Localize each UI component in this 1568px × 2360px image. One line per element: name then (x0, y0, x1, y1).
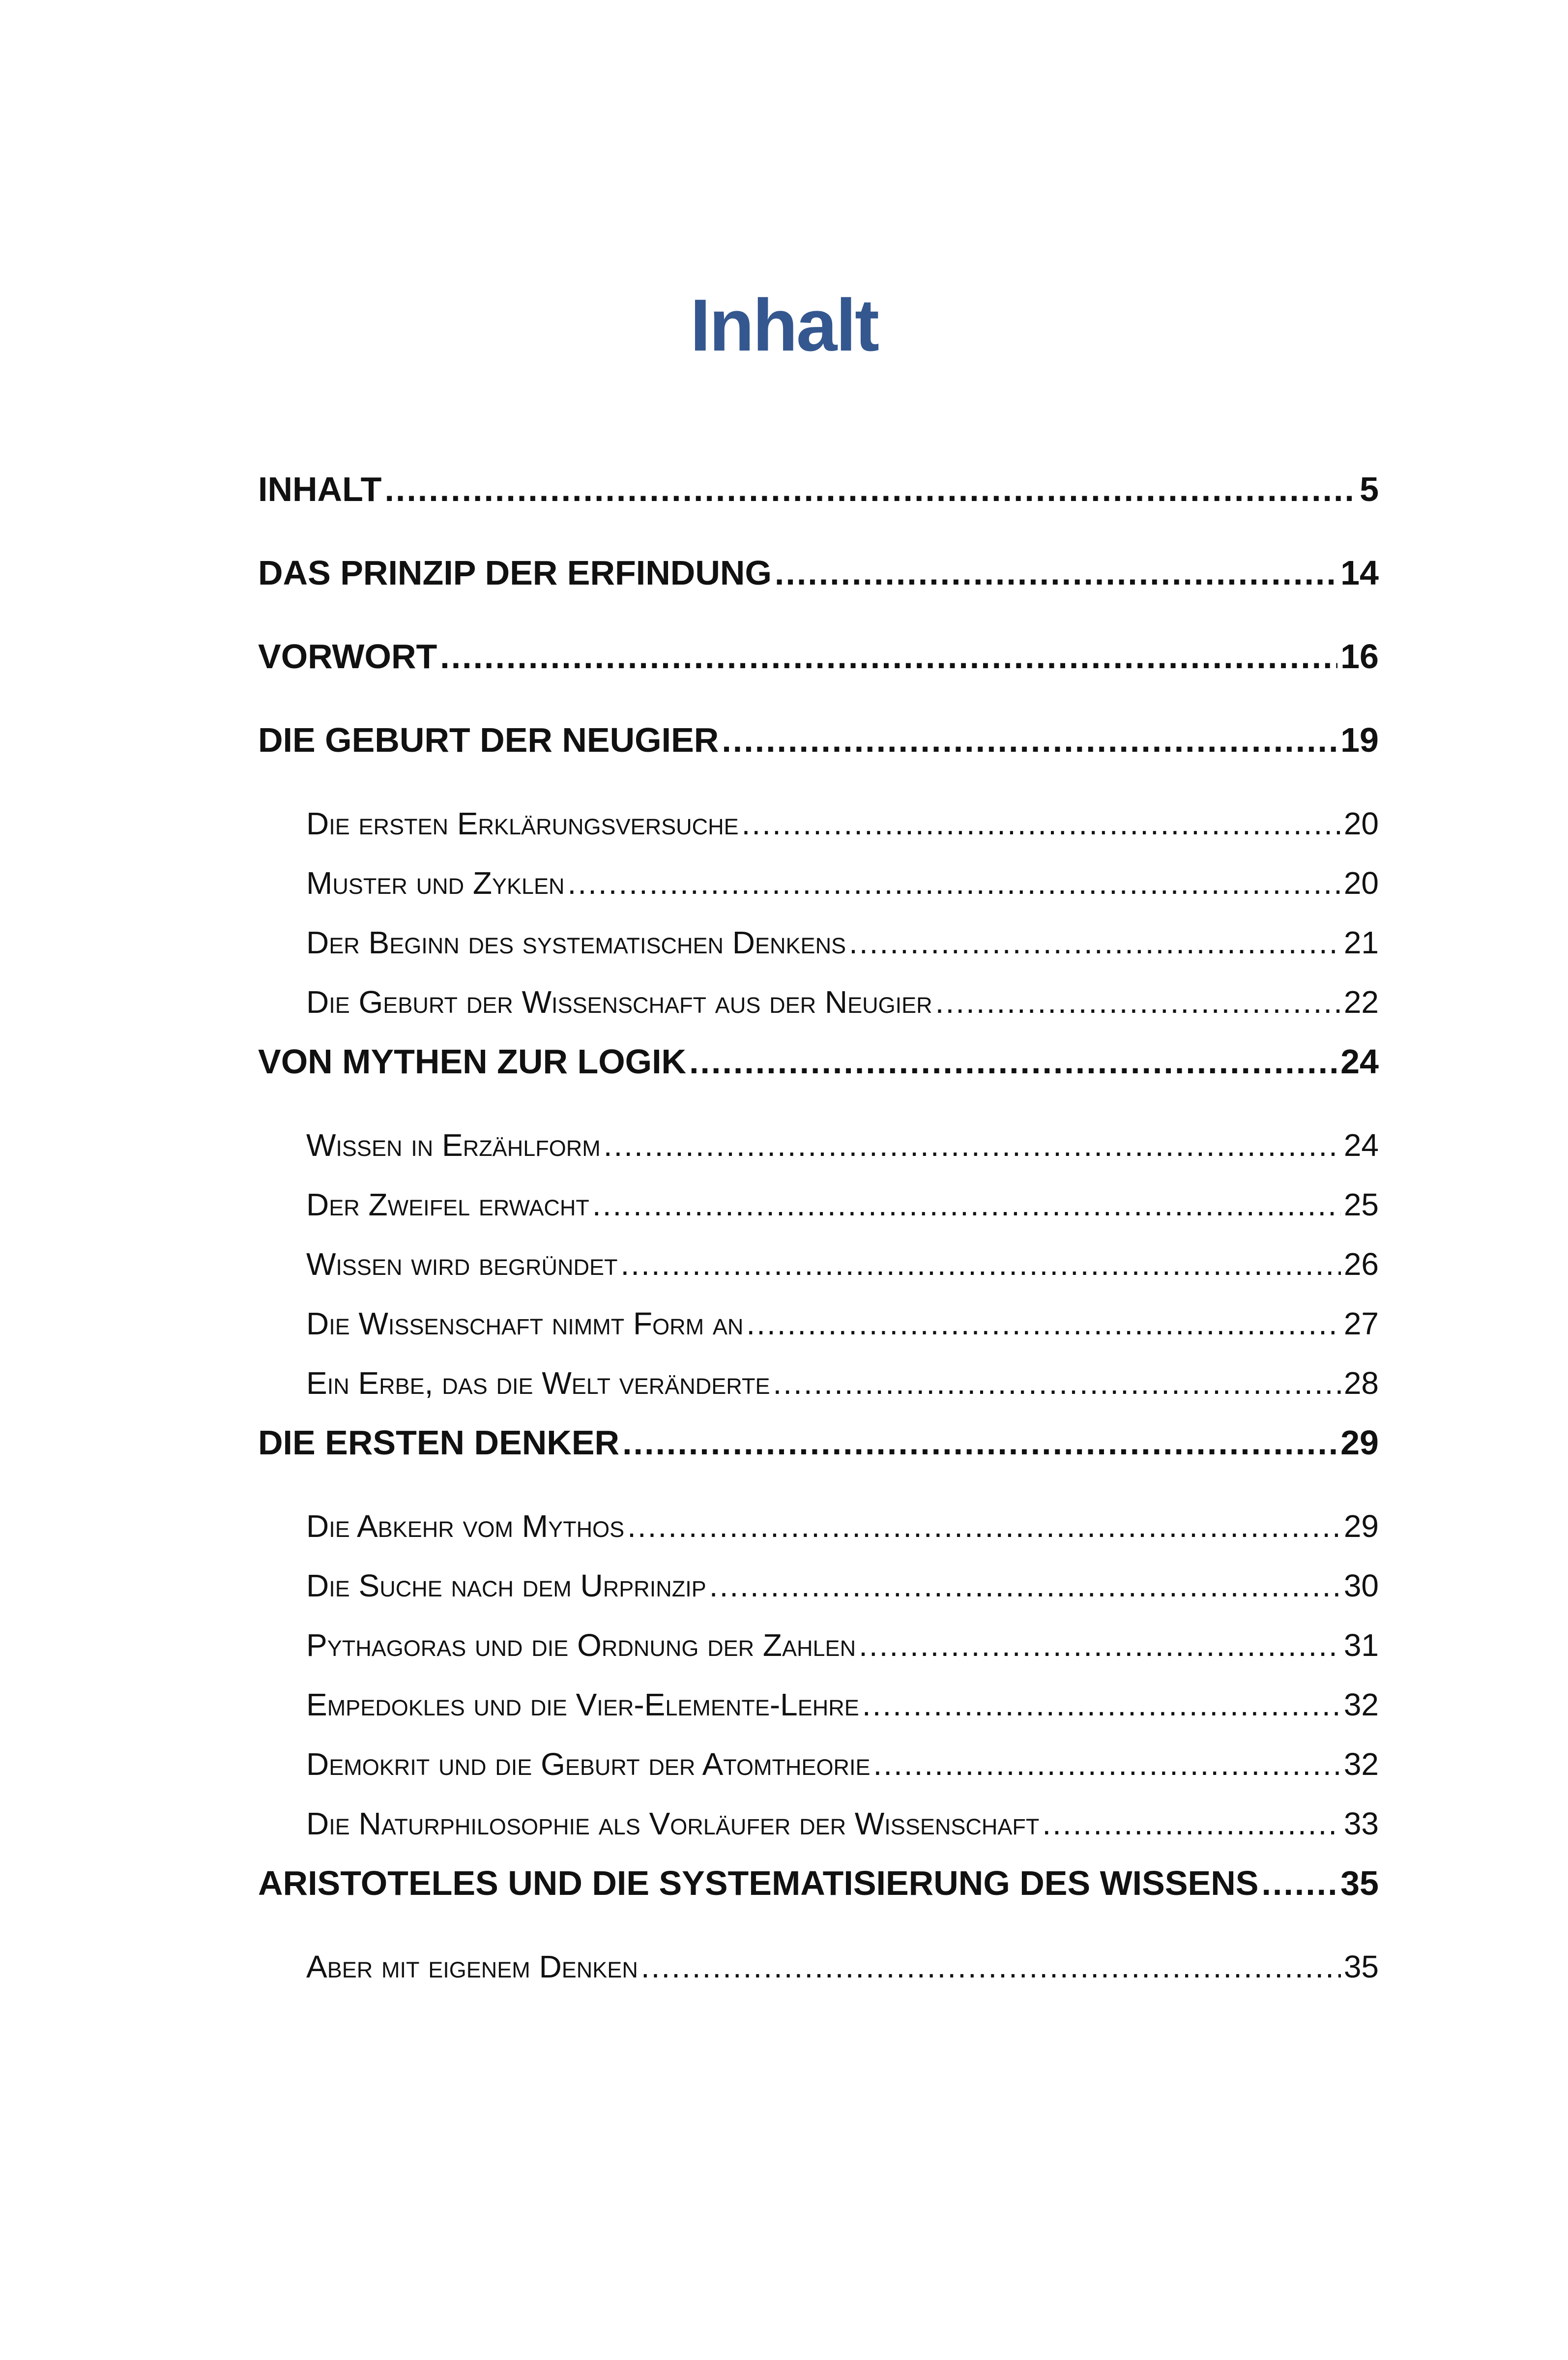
toc-dot-leader (1261, 1858, 1337, 1908)
toc-entry-title: Die Geburt der Wissenschaft aus der Neugier (306, 984, 932, 1020)
toc-page-number: 21 (1343, 925, 1379, 960)
toc-page-number: 35 (1340, 1864, 1379, 1902)
toc-section-entry[interactable] (258, 1942, 1379, 2002)
toc-entry-title: DAS PRINZIP DER ERFINDUNG (258, 554, 772, 592)
toc-entry-title: Muster und Zyklen (306, 865, 565, 901)
toc-dot-leader (1042, 1799, 1340, 1848)
toc-section-entry[interactable] (258, 977, 1379, 1037)
toc-entry-title: Empedokles und die Vier-Elemente-Lehre (306, 1687, 859, 1722)
toc-page-number: 14 (1340, 554, 1379, 592)
toc-dot-leader (627, 1502, 1341, 1551)
toc-dot-leader (641, 1942, 1341, 1991)
toc-dot-leader (849, 918, 1341, 967)
toc-entry-title: Pythagoras und die Ordnung der Zahlen (306, 1627, 856, 1663)
toc-dot-leader (773, 1358, 1340, 1408)
toc-entry-title: Der Zweifel erwacht (306, 1187, 589, 1222)
toc-entry-title: Der Beginn des systematischen Denkens (306, 925, 846, 960)
toc-dot-leader (592, 1180, 1341, 1229)
toc-dot-leader (722, 715, 1337, 765)
toc-chapter-entry[interactable] (258, 1418, 1379, 1502)
toc-page-number: 24 (1343, 1127, 1379, 1163)
toc-dot-leader (742, 799, 1341, 848)
toc-page-number: 16 (1340, 637, 1379, 676)
toc-dot-leader (746, 1299, 1340, 1348)
toc-page-number: 22 (1343, 984, 1379, 1020)
toc-entry-title: Wissen wird begründet (306, 1246, 618, 1282)
toc-chapter-entry[interactable] (258, 465, 1379, 548)
toc-section-entry[interactable] (258, 1680, 1379, 1740)
toc-page-number: 35 (1343, 1949, 1379, 1984)
toc-page-number: 27 (1343, 1306, 1379, 1341)
toc-entry-title: INHALT (258, 470, 382, 508)
page-title: Inhalt (690, 283, 878, 366)
toc-dot-leader (873, 1740, 1340, 1789)
toc-section-entry[interactable] (258, 1799, 1379, 1858)
toc-section-entry[interactable] (258, 1561, 1379, 1621)
toc-page-number: 20 (1343, 806, 1379, 841)
toc-entry-title: Demokrit und die Geburt der Atomtheorie (306, 1746, 871, 1782)
toc-entry-title: Die Naturphilosophie als Vorläufer der Wissenschaft (306, 1806, 1040, 1841)
toc-dot-leader (935, 977, 1341, 1027)
toc-entry-title: Aber mit eigenem Denken (306, 1949, 638, 1984)
toc-section-entry[interactable] (258, 1299, 1379, 1358)
toc-entry-title: ARISTOTELES UND DIE SYSTEMATISIERUNG DES WISSENS (258, 1864, 1259, 1902)
toc-page-number: 31 (1343, 1627, 1379, 1663)
toc-entry-title: Ein Erbe, das die Welt veränderte (306, 1365, 770, 1401)
toc-chapter-entry[interactable] (258, 715, 1379, 799)
toc-section-entry[interactable] (258, 1121, 1379, 1180)
toc-entry-title: Wissen in Erzählform (306, 1127, 601, 1163)
toc-dot-leader (621, 1239, 1341, 1289)
toc-section-entry[interactable] (258, 858, 1379, 918)
toc-page-number: 30 (1343, 1568, 1379, 1603)
toc-page-number: 25 (1343, 1187, 1379, 1222)
toc-chapter-entry[interactable] (258, 632, 1379, 715)
toc-dot-leader (622, 1418, 1337, 1467)
toc-entry-title: Die ersten Erklärungsversuche (306, 806, 739, 841)
toc-section-entry[interactable] (258, 918, 1379, 977)
toc-dot-leader (604, 1121, 1341, 1170)
toc-dot-leader (384, 465, 1357, 514)
toc-page-number: 5 (1360, 470, 1379, 508)
toc-chapter-entry[interactable] (258, 548, 1379, 632)
toc-page-number: 26 (1343, 1246, 1379, 1282)
toc-dot-leader (709, 1561, 1341, 1610)
toc-page-number: 19 (1340, 721, 1379, 759)
toc-chapter-entry[interactable] (258, 1037, 1379, 1121)
toc-section-entry[interactable] (258, 1180, 1379, 1239)
toc-dot-leader (862, 1680, 1341, 1729)
toc-page-number: 32 (1343, 1687, 1379, 1722)
toc-dot-leader (859, 1621, 1341, 1670)
toc-entry-title: DIE GEBURT DER NEUGIER (258, 721, 719, 759)
toc-page-number: 28 (1343, 1365, 1379, 1401)
toc-section-entry[interactable] (258, 1358, 1379, 1418)
toc-section-entry[interactable] (258, 1239, 1379, 1299)
toc-entry-title: DIE ERSTEN DENKER (258, 1423, 620, 1462)
toc-page-number: 32 (1343, 1746, 1379, 1782)
toc-section-entry[interactable] (258, 799, 1379, 858)
table-of-contents (258, 465, 1379, 2002)
toc-section-entry[interactable] (258, 1740, 1379, 1799)
toc-page-number: 29 (1340, 1423, 1379, 1462)
toc-entry-title: Die Wissenschaft nimmt Form an (306, 1306, 744, 1341)
toc-dot-leader (568, 858, 1341, 908)
toc-page-number: 33 (1343, 1806, 1379, 1841)
toc-entry-title: VON MYTHEN ZUR LOGIK (258, 1042, 687, 1081)
toc-dot-leader (775, 548, 1337, 597)
toc-page-number: 29 (1343, 1508, 1379, 1544)
toc-dot-leader (440, 632, 1337, 681)
toc-section-entry[interactable] (258, 1502, 1379, 1561)
toc-entry-title: VORWORT (258, 637, 437, 676)
toc-chapter-entry[interactable] (258, 1858, 1379, 1942)
toc-dot-leader (689, 1037, 1337, 1086)
toc-page-number: 24 (1340, 1042, 1379, 1081)
toc-entry-title: Die Suche nach dem Urprinzip (306, 1568, 706, 1603)
toc-page-number: 20 (1343, 865, 1379, 901)
toc-section-entry[interactable] (258, 1621, 1379, 1680)
toc-entry-title: Die Abkehr vom Mythos (306, 1508, 625, 1544)
